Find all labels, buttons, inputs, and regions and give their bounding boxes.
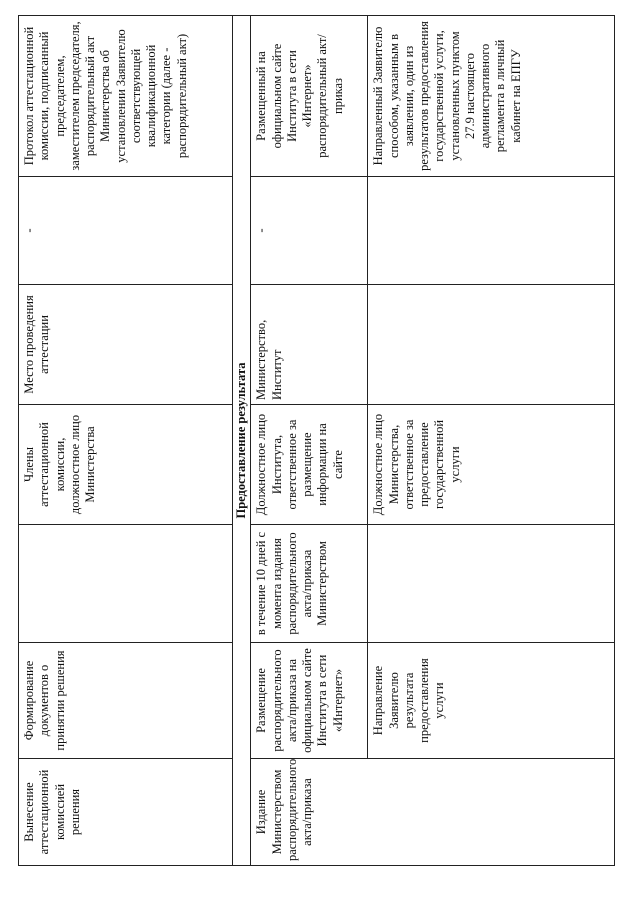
cell-action: Формирование документов о принятии решения: [19, 643, 233, 759]
cell-term: в течение 10 дней с момента издания распорядительного акта/приказа Министерством: [251, 525, 368, 643]
cell-place: [368, 285, 615, 405]
cell-result: Направленный Заявителю способом, указанным в заявлении, один из результатов предоставления государственной услуги, установленных пунктом 27.9 настоящего административного регламента в личный кабинет на ЕПГУ: [368, 16, 615, 177]
cell-result: Протокол аттестационной комиссии, подписанный председателем, заместителем председателя, распорядительный акт Министерства об установлении Заявителю соответствующей квалификационной категории (далее - распорядительный акт): [19, 16, 233, 177]
cell-procedure: Издание Министерством распорядительного акта/приказа: [251, 759, 615, 866]
cell-term: [19, 525, 233, 643]
cell-responsible: Должностное лицо Министерства, ответственное за предоставление государственной услуги: [368, 405, 615, 525]
table-row: [19, 16, 233, 866]
cell-criteria: -: [251, 177, 368, 285]
section-row: [233, 16, 251, 866]
cell-result: Размещенный на официальном сайте Института в сети «Интернет» распорядительный акт/приказ: [251, 16, 368, 177]
procedure-table: [18, 15, 615, 866]
rotated-document-page: [18, 16, 622, 866]
cell-responsible: Члены аттестационной комиссии, должностное лицо Министерства: [19, 405, 233, 525]
cell-action: Размещение распорядительного акта/приказа на официальном сайте Института в сети «Интернет»: [251, 643, 368, 759]
cell-term: [368, 525, 615, 643]
table-row: [368, 16, 615, 866]
cell-criteria: -: [19, 177, 233, 285]
cell-criteria: [368, 177, 615, 285]
cell-place: Министерство, Институт: [251, 285, 368, 405]
cell-action: Направление Заявителю результата предоставления услуги: [368, 643, 615, 759]
section-title: Предоставление результата: [233, 16, 251, 866]
table-row: [251, 16, 368, 866]
cell-responsible: Должностное лицо Института, ответственное за размещение информации на сайте: [251, 405, 368, 525]
cell-place: Место проведения аттестации: [19, 285, 233, 405]
cell-procedure: Вынесение аттестационной комиссией решения: [19, 759, 233, 866]
